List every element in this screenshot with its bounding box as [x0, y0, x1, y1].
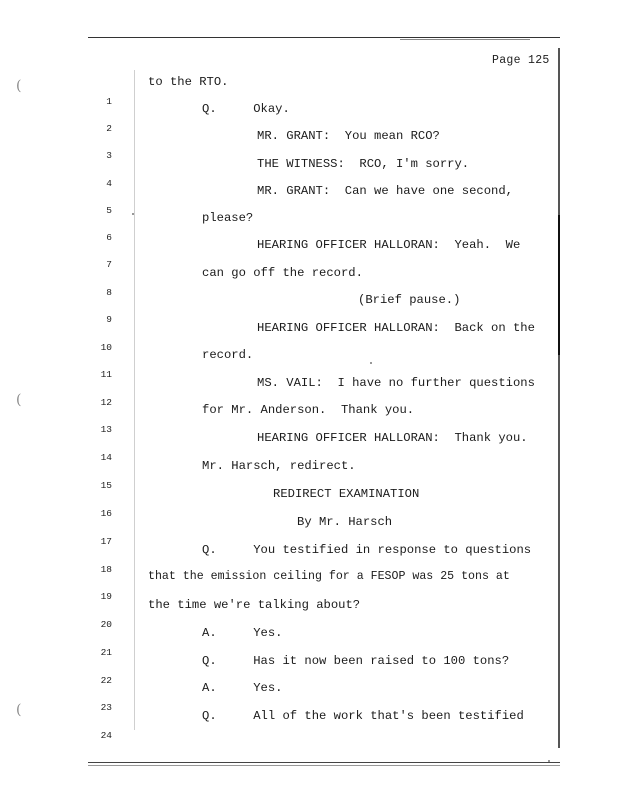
line-number: 4 [106, 178, 112, 189]
line-number: 19 [100, 591, 112, 602]
line-number: 6 [106, 232, 112, 243]
line-number: 14 [100, 452, 112, 463]
top-rule [88, 37, 560, 38]
line-number: 12 [100, 397, 112, 408]
line-number: 7 [106, 259, 112, 270]
transcript-line [0, 651, 618, 686]
line-number: 1 [106, 96, 112, 107]
transcript-line [0, 512, 618, 547]
scan-artifact: ( [16, 702, 22, 718]
line-text: Q. All of the work that's been testified [202, 709, 524, 723]
scan-artifact: ( [16, 78, 22, 94]
line-text: MR. GRANT: You mean RCO? [257, 129, 440, 143]
line-number: 5 [106, 205, 112, 216]
line-text: By Mr. Harsch [297, 515, 393, 529]
transcript-line [0, 567, 618, 602]
line-text: MR. GRANT: Can we have one second, [257, 184, 513, 198]
transcript-line [0, 623, 618, 658]
line-text: A. Yes. [202, 681, 283, 695]
transcript-line [0, 400, 618, 435]
line-text: HEARING OFFICER HALLORAN: Thank you. [257, 431, 528, 445]
transcript-line [0, 181, 618, 216]
line-text: HEARING OFFICER HALLORAN: Back on the [257, 321, 535, 335]
line-text: Q. You testified in response to questions [202, 543, 532, 557]
line-text: MS. VAIL: I have no further questions [257, 376, 535, 390]
bottom-rule-secondary [88, 765, 560, 766]
scan-speck [370, 362, 372, 364]
transcript-line [0, 456, 618, 491]
transcript-line [0, 595, 618, 630]
line-number: 9 [106, 314, 112, 325]
line-number: 3 [106, 150, 112, 161]
page-number: Page 125 [492, 54, 550, 67]
line-text: can go off the record. [202, 266, 363, 280]
transcript-line [0, 484, 618, 519]
line-text: Q. Okay. [202, 102, 290, 116]
transcript-line [0, 154, 618, 189]
line-text: A. Yes. [202, 626, 283, 640]
line-text: REDIRECT EXAMINATION [273, 487, 420, 501]
line-number: 20 [100, 619, 112, 630]
transcript-line [0, 72, 618, 107]
line-number: 22 [100, 675, 112, 686]
transcript-line [0, 208, 618, 243]
line-text: (Brief pause.) [358, 293, 461, 307]
top-rule-secondary [400, 39, 530, 40]
line-number: 18 [100, 564, 112, 575]
line-text: Q. Has it now been raised to 100 tons? [202, 654, 510, 668]
transcript-line [0, 99, 618, 134]
line-number: 2 [106, 123, 112, 134]
transcript-line [0, 235, 618, 270]
line-number: 16 [100, 508, 112, 519]
transcript-line [0, 373, 618, 408]
line-number: 13 [100, 424, 112, 435]
line-number: 15 [100, 480, 112, 491]
transcript-line [0, 706, 618, 741]
line-number: 24 [100, 730, 112, 741]
scan-artifact: ( [16, 392, 22, 408]
scan-speck [548, 760, 550, 762]
line-number: 11 [100, 369, 112, 380]
transcript-line [0, 290, 618, 325]
line-text: the time we're talking about? [148, 598, 361, 612]
line-text: to the RTO. [148, 75, 229, 89]
line-text: please? [202, 211, 254, 225]
line-number: 23 [100, 702, 112, 713]
right-margin-rule [558, 48, 560, 748]
transcript-line [0, 345, 618, 380]
line-text: record. [202, 348, 254, 362]
bottom-rule [88, 762, 560, 763]
line-text: THE WITNESS: RCO, I'm sorry. [257, 157, 470, 171]
line-text: Mr. Harsch, redirect. [202, 459, 356, 473]
line-number: 21 [100, 647, 112, 658]
transcript-line [0, 428, 618, 463]
transcript-line [0, 126, 618, 161]
line-text: that the emission ceiling for a FESOP was 25 tons at [148, 570, 510, 583]
line-number: 10 [100, 342, 112, 353]
transcript-line [0, 318, 618, 353]
transcript-line [0, 540, 618, 575]
transcript-line [0, 263, 618, 298]
line-text: for Mr. Anderson. Thank you. [202, 403, 415, 417]
transcript-line [0, 678, 618, 713]
line-number: 17 [100, 536, 112, 547]
line-number: 8 [106, 287, 112, 298]
scan-speck [132, 213, 134, 215]
line-text: HEARING OFFICER HALLORAN: Yeah. We [257, 238, 521, 252]
